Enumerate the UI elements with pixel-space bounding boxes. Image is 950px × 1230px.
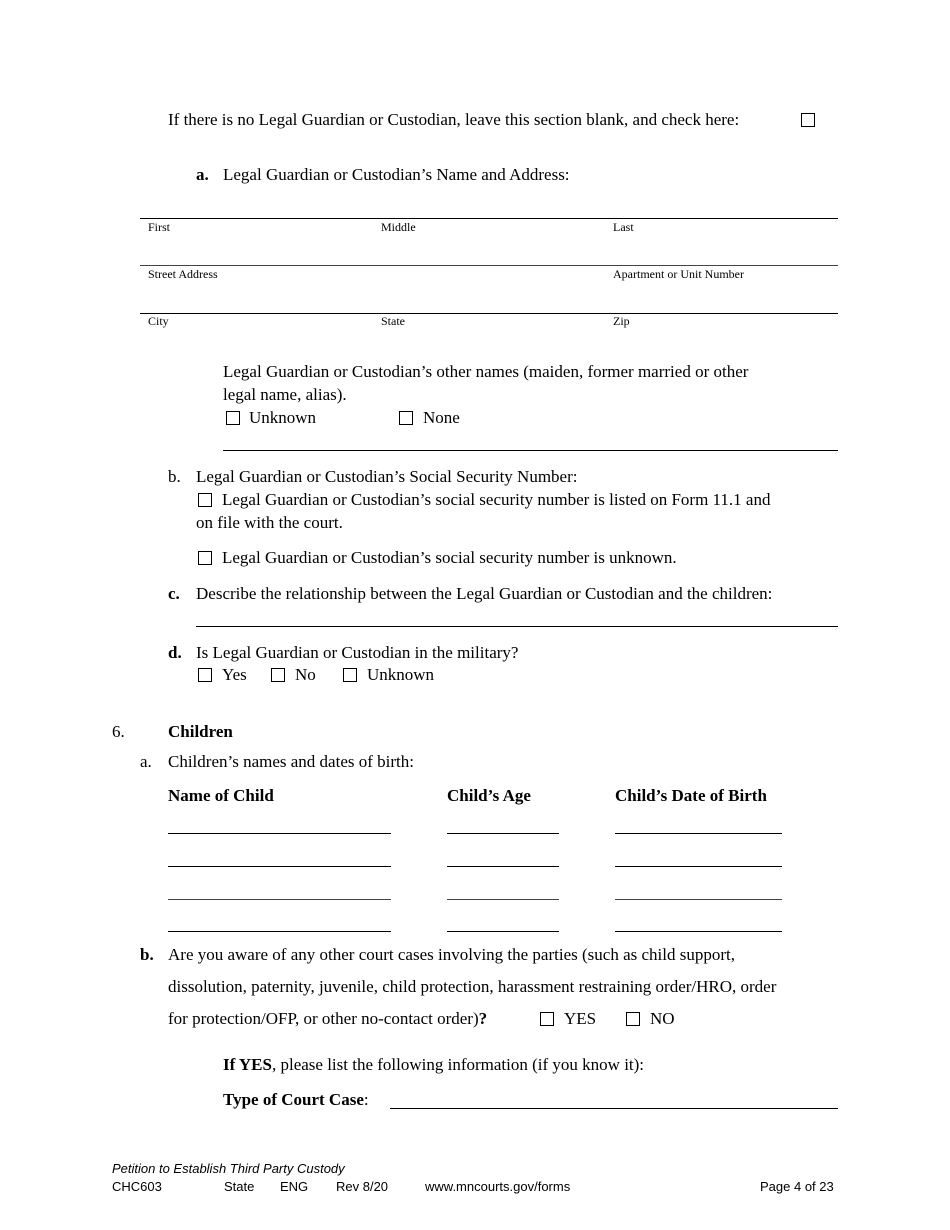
name-row-line [140, 218, 838, 219]
child-dob-line[interactable] [615, 899, 782, 900]
other-names-text-1: Legal Guardian or Custodian’s other names (maiden, former married or other [223, 362, 749, 381]
other-names-unknown-label: Unknown [249, 408, 317, 427]
child-name-line[interactable] [168, 899, 391, 900]
children-a-text: Children’s names and dates of birth: [168, 752, 414, 771]
court-cases-no-checkbox[interactable] [626, 1012, 640, 1026]
address-row-line [140, 265, 838, 266]
child-age-line[interactable] [447, 931, 559, 932]
city-label: City [148, 314, 169, 328]
col-child-dob: Child’s Date of Birth [615, 786, 767, 805]
section-c-text: Describe the relationship between the Legal Guardian or Custodian and the children: [196, 584, 773, 603]
court-cases-yes-checkbox[interactable] [540, 1012, 554, 1026]
footer-state: State [224, 1179, 255, 1194]
apartment-label: Apartment or Unit Number [613, 267, 744, 281]
col-child-age: Child’s Age [447, 786, 531, 805]
other-names-line [223, 450, 838, 451]
no-guardian-checkbox[interactable] [801, 113, 815, 127]
child-dob-line[interactable] [615, 866, 782, 867]
child-age-line[interactable] [447, 866, 559, 867]
zip-label: Zip [613, 314, 630, 328]
middle-name-label: Middle [381, 220, 416, 234]
military-no-checkbox[interactable] [271, 668, 285, 682]
section-c-letter: c. [168, 584, 180, 603]
if-yes-instruction: If YES, please list the following information (if you know it): [223, 1055, 645, 1074]
military-yes-checkbox[interactable] [198, 668, 212, 682]
child-dob-line[interactable] [615, 931, 782, 932]
ssn-unknown-text: Legal Guardian or Custodian’s social security number is unknown. [222, 548, 677, 567]
other-names-text-2: legal name, alias). [223, 385, 347, 404]
military-no-label: No [295, 665, 316, 684]
footer-url[interactable]: www.mncourts.gov/forms [425, 1179, 571, 1194]
section-b-title: Legal Guardian or Custodian’s Social Security Number: [196, 467, 578, 486]
court-cases-text-3: for protection/OFP, or other no-contact order)? [168, 1009, 488, 1028]
military-unknown-label: Unknown [367, 665, 435, 684]
section-a-letter: a. [196, 165, 209, 184]
ssn-on-file-text-2: on file with the court. [196, 513, 343, 532]
court-cases-text-2: dissolution, paternity, juvenile, child protection, harassment restraining order/HRO, order [168, 977, 777, 996]
child-name-line[interactable] [168, 866, 391, 867]
child-name-line[interactable] [168, 931, 391, 932]
col-name-of-child: Name of Child [168, 786, 274, 805]
street-address-label: Street Address [148, 267, 218, 281]
child-age-line[interactable] [447, 899, 559, 900]
child-age-line[interactable] [447, 833, 559, 834]
footer-lang: ENG [280, 1179, 309, 1194]
military-unknown-checkbox[interactable] [343, 668, 357, 682]
first-name-label: First [148, 220, 171, 234]
type-of-court-case-line[interactable] [390, 1108, 838, 1109]
military-yes-label: Yes [222, 665, 247, 684]
children-heading: Children [168, 722, 233, 741]
ssn-on-file-checkbox[interactable] [198, 493, 212, 507]
relationship-line [196, 626, 838, 627]
child-name-line[interactable] [168, 833, 391, 834]
section-a-title: Legal Guardian or Custodian’s Name and Address: [223, 165, 570, 184]
footer-rev: Rev 8/20 [336, 1179, 389, 1194]
no-guardian-instruction: If there is no Legal Guardian or Custodian, leave this section blank, and check here: [168, 110, 740, 129]
court-cases-yes-label: YES [564, 1009, 597, 1028]
children-b-letter: b. [140, 945, 154, 964]
footer-page-number: Page 4 of 23 [760, 1179, 834, 1194]
child-dob-line[interactable] [615, 833, 782, 834]
section-6-number: 6. [112, 722, 125, 741]
section-b-letter: b. [168, 467, 181, 486]
section-d-text: Is Legal Guardian or Custodian in the military? [196, 643, 519, 662]
court-cases-no-label: NO [650, 1009, 675, 1028]
ssn-on-file-text-1: Legal Guardian or Custodian’s social security number is listed on Form 11.1 and [222, 490, 771, 509]
other-names-none-checkbox[interactable] [399, 411, 413, 425]
last-name-label: Last [613, 220, 634, 234]
ssn-unknown-checkbox[interactable] [198, 551, 212, 565]
other-names-unknown-checkbox[interactable] [226, 411, 240, 425]
type-of-court-case-label: Type of Court Case: [223, 1090, 369, 1109]
court-cases-text-1: Are you aware of any other court cases involving the parties (such as child support, [168, 945, 735, 964]
other-names-none-label: None [423, 408, 460, 427]
section-d-letter: d. [168, 643, 182, 662]
state-label: State [381, 314, 405, 328]
footer-form-title: Petition to Establish Third Party Custody [112, 1161, 345, 1176]
children-a-letter: a. [140, 752, 152, 771]
city-row-line [140, 313, 838, 314]
footer-form-id: CHC603 [112, 1179, 162, 1194]
